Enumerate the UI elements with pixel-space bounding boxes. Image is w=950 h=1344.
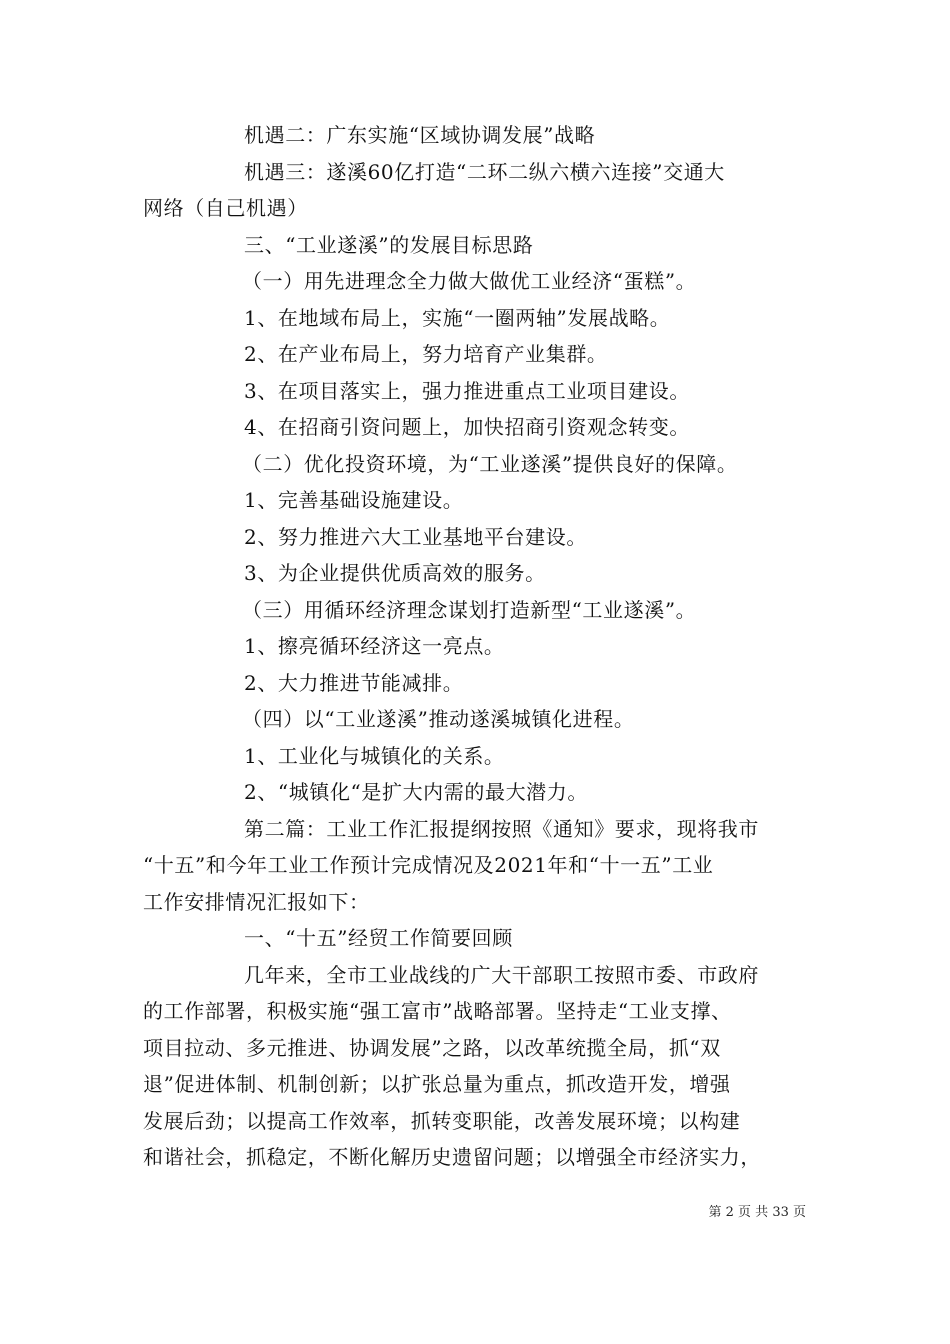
list-item: 1、完善基础设施建设。 — [244, 488, 464, 512]
document-body — [143, 117, 807, 1176]
paragraph-line: 发展后劲；以提高工作效率，抓转变职能，改善发展环境；以构建 — [143, 1108, 741, 1133]
paragraph-line: 的工作部署，积极实施“强工富市”战略部署。坚持走“工业支撑、 — [143, 999, 732, 1023]
paragraph-line: 工作安排情况汇报如下： — [143, 889, 370, 914]
list-item: 3、为企业提供优质高效的服务。 — [244, 561, 546, 585]
subsection-heading: （三）用循环经济理念谋划打造新型“工业遂溪”。 — [242, 597, 697, 622]
list-item: 2、“城镇化“是扩大内需的最大潜力。 — [244, 780, 588, 804]
list-item: 1、在地域布局上，实施“一圈两轴”发展战略。 — [244, 305, 671, 330]
list-item: 3、在项目落实上，强力推进重点工业项目建设。 — [244, 378, 690, 403]
section-heading: 三、“工业遂溪”的发展目标思路 — [244, 232, 534, 257]
paragraph-line: 和谐社会，抓稳定，不断化解历史遗留问题；以增强全市经济实力， — [143, 1145, 761, 1169]
list-item: 1、工业化与城镇化的关系。 — [244, 743, 505, 768]
paragraph-line: 几年来，全市工业战线的广大干部职工按照市委、市政府 — [244, 962, 759, 987]
text-line: 机遇三：遂溪60亿打造“二环二纵六横六连接”交通大 — [244, 159, 725, 184]
list-item: 2、大力推进节能减排。 — [244, 670, 464, 695]
list-item: 2、在产业布局上，努力培育产业集群。 — [244, 342, 608, 366]
paragraph-line: 退”促进体制、机制创新；以扩张总量为重点，抓改造开发，增强 — [143, 1072, 731, 1096]
subsection-heading: （二）优化投资环境，为“工业遂溪”提供良好的保障。 — [242, 451, 738, 476]
text-line: 网络（自己机遇） — [143, 196, 308, 220]
list-item: 2、努力推进六大工业基地平台建设。 — [244, 524, 587, 549]
paragraph-line: 项目拉动、多元推进、协调发展”之路，以改革统揽全局，抓“双 — [143, 1035, 721, 1060]
section-heading: 一、“十五”经贸工作简要回顾 — [244, 926, 513, 950]
list-item: 4、在招商引资问题上，加快招商引资观念转变。 — [244, 415, 690, 439]
page-number: 第 2 页 共 33 页 — [708, 1205, 806, 1220]
subsection-heading: （一）用先进理念全力做大做优工业经济“蛋糕”。 — [242, 269, 697, 293]
subsection-heading: （四）以“工业遂溪”推动遂溪城镇化进程。 — [242, 707, 635, 731]
list-item: 1、擦亮循环经济这一亮点。 — [244, 634, 505, 658]
text-line: 机遇二：广东实施“区域协调发展”战略 — [244, 123, 596, 147]
paragraph-line: 第二篇：工业工作汇报提纲按照《通知》要求，现将我市 — [244, 816, 759, 841]
paragraph-line: “十五”和今年工业工作预计完成情况及2021年和“十一五”工业 — [143, 853, 714, 877]
